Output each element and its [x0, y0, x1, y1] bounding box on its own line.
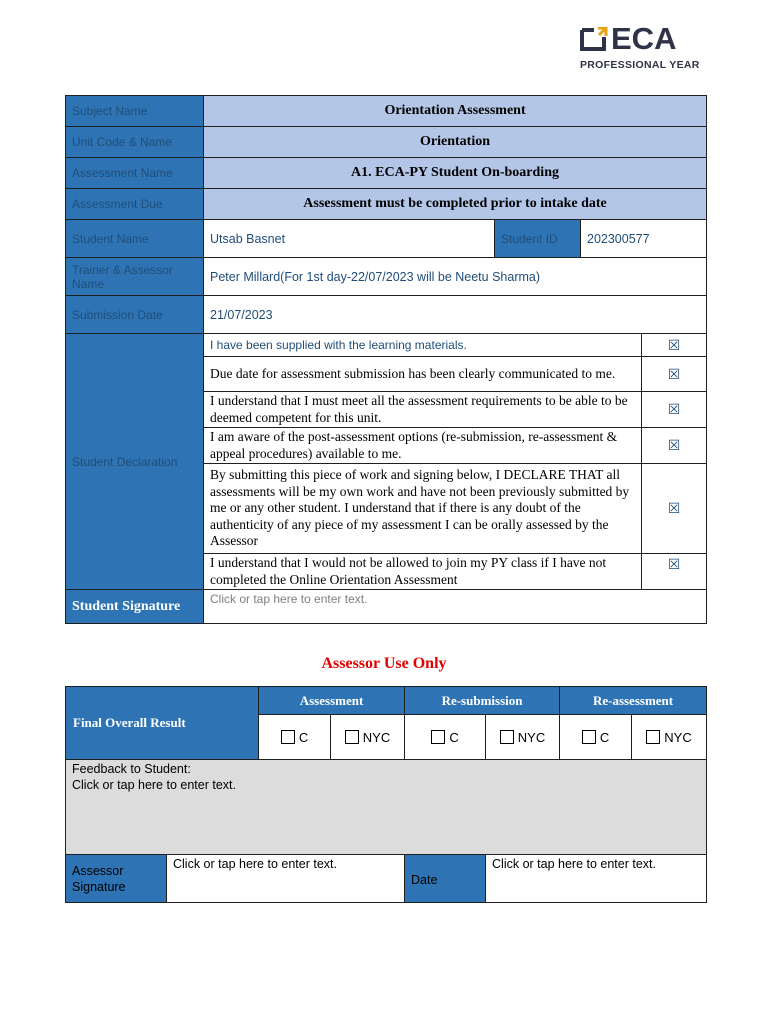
eca-logo-mark-icon: [580, 27, 608, 51]
student-id-label: Student ID: [495, 220, 581, 258]
checkbox-icon[interactable]: [582, 730, 596, 744]
declaration-item: Due date for assessment submission has been clearly communicated to me.: [204, 357, 642, 392]
declaration-checkbox[interactable]: ☒: [642, 392, 707, 428]
feedback-placeholder[interactable]: Click or tap here to enter text.: [72, 778, 236, 792]
assessment-column-header: Assessment: [259, 687, 405, 715]
assessor-signature-label: Assessor Signature: [66, 855, 167, 903]
assessment-name-value: A1. ECA-PY Student On-boarding: [204, 158, 707, 189]
submission-date-label: Submission Date: [66, 296, 204, 334]
reassessment-c-option[interactable]: [560, 715, 632, 760]
trainer-assessor-field[interactable]: Peter Millard(For 1st day-22/07/2023 will be Neetu Sharma): [204, 258, 707, 296]
submission-date-field[interactable]: 21/07/2023: [204, 296, 707, 334]
option-label: C: [449, 729, 459, 745]
student-name-field[interactable]: Utsab Basnet: [204, 220, 495, 258]
declaration-checkbox[interactable]: ☒: [642, 464, 707, 554]
date-label: Date: [405, 855, 486, 903]
declaration-checkbox[interactable]: ☒: [642, 334, 707, 357]
final-overall-result-label: Final Overall Result: [66, 687, 259, 760]
logo-wordmark: ECA: [611, 21, 677, 56]
option-label: NYC: [362, 729, 391, 745]
student-declaration-label: Student Declaration: [66, 334, 204, 590]
logo-subtitle: PROFESSIONAL YEAR: [580, 59, 700, 71]
assessment-name-label: Assessment Name: [66, 158, 204, 189]
declaration-item: By submitting this piece of work and signing below, I DECLARE THAT all assessments will be my own work and have not been previously submitted by me or any other student. I understand that if there is any doubt of the authenticity of any piece of my assessment I can be orally assessed by the Assessor: [204, 464, 642, 554]
declaration-item: I understand that I must meet all the assessment requirements to be able to be deemed competent for this unit.: [204, 392, 642, 428]
student-signature-field[interactable]: Click or tap here to enter text.: [204, 590, 707, 624]
assessment-due-value: Assessment must be completed prior to intake date: [204, 189, 707, 220]
resubmission-column-header: Re-submission: [405, 687, 560, 715]
assessment-c-option[interactable]: [259, 715, 331, 760]
assessor-use-only-title: Assessor Use Only: [321, 655, 447, 672]
student-details-table: [65, 95, 707, 624]
checkbox-icon[interactable]: [281, 730, 295, 744]
unit-code-value: Orientation: [204, 127, 707, 158]
student-name-label: Student Name: [66, 220, 204, 258]
checkbox-icon[interactable]: [646, 730, 660, 744]
resubmission-c-option[interactable]: [405, 715, 486, 760]
checkbox-icon[interactable]: [345, 730, 359, 744]
assessment-due-label: Assessment Due: [66, 189, 204, 220]
declaration-checkbox[interactable]: ☒: [642, 428, 707, 464]
trainer-assessor-label: Trainer & Assessor Name: [66, 258, 204, 296]
checkbox-icon[interactable]: [431, 730, 445, 744]
declaration-item: I am aware of the post-assessment options (re-submission, re-assessment & appeal procedures) available to me.: [204, 428, 642, 464]
subject-name-value: Orientation Assessment: [204, 96, 707, 127]
feedback-to-student-field[interactable]: [66, 760, 707, 855]
declaration-checkbox[interactable]: ☒: [642, 554, 707, 590]
option-label: NYC: [664, 729, 692, 745]
feedback-label: Feedback to Student:: [72, 762, 191, 776]
declaration-item: I have been supplied with the learning materials.: [204, 334, 642, 357]
subject-name-label: Subject Name: [66, 96, 204, 127]
unit-code-label: Unit Code & Name: [66, 127, 204, 158]
assessor-signature-field[interactable]: Click or tap here to enter text.: [167, 855, 405, 903]
option-label: NYC: [517, 729, 546, 745]
declaration-item: I understand that I would not be allowed to join my PY class if I have not completed the Online Orientation Assessment: [204, 554, 642, 590]
checkbox-icon[interactable]: [500, 730, 514, 744]
reassessment-column-header: Re-assessment: [560, 687, 707, 715]
option-label: C: [298, 729, 309, 745]
assessment-nyc-option[interactable]: [331, 715, 405, 760]
resubmission-nyc-option[interactable]: [486, 715, 560, 760]
student-id-field[interactable]: 202300577: [581, 220, 707, 258]
student-signature-label: Student Signature: [66, 590, 204, 624]
date-field[interactable]: Click or tap here to enter text.: [486, 855, 707, 903]
eca-logo: [578, 21, 708, 72]
declaration-checkbox[interactable]: ☒: [642, 357, 707, 392]
assessor-table: [65, 686, 707, 903]
reassessment-nyc-option[interactable]: [632, 715, 707, 760]
option-label: C: [599, 729, 610, 745]
